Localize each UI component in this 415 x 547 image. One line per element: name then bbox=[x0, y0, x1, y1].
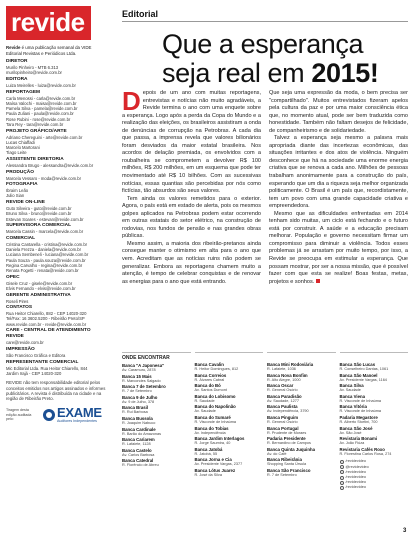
store-name: Banca Cardinale bbox=[122, 426, 156, 432]
store-name: Revistaria Cafés Roxo bbox=[339, 446, 385, 452]
staff-section-title: REPORTAGEM bbox=[6, 89, 41, 95]
staff-line: Ibraim Leão bbox=[6, 188, 29, 194]
store-name: Banca Viena bbox=[339, 393, 365, 399]
body-paragraph bbox=[269, 135, 408, 210]
auditor-block bbox=[6, 404, 106, 423]
store-address: Av. 9 de Julho, 378 bbox=[122, 399, 155, 404]
article-body bbox=[122, 86, 408, 286]
store-name: Banca São Francisco bbox=[267, 467, 311, 473]
store-name: Banca Cavalin bbox=[194, 362, 224, 367]
store-address: Av. Santos Dumont bbox=[194, 388, 227, 393]
staff-section-title: REPRESENTANTE COMERCIAL bbox=[6, 359, 79, 365]
store-address: R. Lafaiete, 1036 bbox=[267, 367, 296, 371]
store-address: R. Rui Barbosa bbox=[122, 410, 148, 415]
points-of-sale bbox=[122, 352, 408, 491]
staff-line[interactable]: Luciana Sembeneli - luciana@revide.com.br bbox=[6, 252, 89, 258]
store-name: Banca Brasil bbox=[122, 405, 149, 411]
store-name: Banca Ribeirânia bbox=[267, 457, 302, 463]
staff-list bbox=[6, 59, 106, 376]
staff-line: Marcelo Martorani bbox=[6, 144, 40, 150]
staff-section-title: COMERCIAL bbox=[6, 235, 36, 241]
staff-line[interactable]: care@revide.com.br bbox=[6, 340, 44, 346]
store-address: R. Alto Alegre, 1000 bbox=[267, 377, 301, 382]
store-name: Banca 15 Mais bbox=[122, 373, 152, 379]
store-name: Padaria Presidente bbox=[267, 436, 306, 442]
staff-section-title: FOTOGRAFIA bbox=[6, 182, 38, 188]
staff-section-title: ASSISTENTE DIRETORIA bbox=[6, 156, 64, 162]
exame-subtitle: Auditores Independentes bbox=[57, 418, 97, 423]
staff-line: São Francisco Gráfica e Editora bbox=[6, 353, 66, 359]
store-address: Av. Presidente Vargas, 2377 bbox=[194, 462, 243, 467]
social-handle: /revidevideo bbox=[345, 459, 366, 464]
store-address: R. Lafaiete, 1128 bbox=[122, 442, 151, 447]
store-name: Banca Paulista bbox=[267, 404, 298, 410]
page-number: 3 bbox=[403, 528, 407, 534]
staff-line: Rua Heitor Chiarello, 882 - CEP 14020-320 bbox=[6, 311, 87, 317]
store-address: Av. Caramuru, 2878 bbox=[122, 368, 156, 372]
circulation-note: Tiragem desta edição auditada pelo: bbox=[6, 408, 32, 422]
staff-section-title: REVIDE ON-LINE bbox=[6, 200, 45, 206]
store-address: Av. João Fiúza bbox=[339, 441, 365, 446]
points-of-sale-divider bbox=[340, 352, 409, 360]
social-handle: /revidevideo bbox=[345, 480, 366, 485]
store-address: R. Álvares Cabral bbox=[194, 377, 225, 382]
store-address: R. General Osório bbox=[267, 419, 298, 424]
staff-section-title: PROJETO GRÁFICO/ARTE bbox=[6, 128, 67, 134]
store-name: Revistaria Bonami bbox=[339, 436, 377, 442]
store-name: Banca Lótus Juarez bbox=[194, 467, 236, 473]
body-paragraph: Tem ainda os valores remetidos para o exterior. Agora, o país está em estado de alerta, pois os mesmos golpes aplicados na Petrobras podem estar ocorrendo em outras estatais do setor elétrico, na construção de rodovias, nos fundos de pensão e nas grandes obras públicas. bbox=[122, 195, 261, 240]
section-divider bbox=[122, 21, 408, 22]
masthead-intro-brand: Revide bbox=[6, 45, 21, 50]
staff-line[interactable]: Daniela Frezza - daniela@revide.com.br bbox=[6, 247, 82, 253]
staff-section-title: CONTATOS bbox=[6, 305, 33, 311]
exame-mark-icon bbox=[43, 409, 55, 421]
store-address: Av. Presidente Vargas, 1164 bbox=[339, 377, 387, 382]
points-of-sale-column bbox=[267, 352, 336, 491]
headline-line-1: Que a esperança bbox=[162, 29, 364, 59]
store-address: Av. Independência bbox=[194, 430, 226, 435]
headline-line-2 bbox=[162, 59, 408, 88]
store-name: Banca Castelo bbox=[122, 447, 152, 453]
editorial-article bbox=[122, 0, 415, 547]
store-name: Banca Mini Rodoviária bbox=[267, 362, 314, 367]
store-name: Banca São Lucas bbox=[339, 362, 376, 367]
staff-line: Murilo Pinheiro - MTB 6.313 bbox=[6, 65, 59, 71]
staff-section-title: OPEC bbox=[6, 274, 20, 280]
masthead-column bbox=[0, 0, 110, 547]
section-label: Editorial bbox=[122, 9, 159, 19]
store-address: Av. Saudade, 1277 bbox=[267, 398, 299, 403]
store-name: Banca do Bó bbox=[194, 383, 221, 389]
store-name: Banca Cariarem bbox=[122, 437, 155, 443]
store-address: R. Heitor Domingues, 812 bbox=[194, 367, 239, 371]
staff-line[interactable]: Cristina Cantarella - cristina@revide.com.br bbox=[6, 241, 88, 247]
store-name: Banca Paradisão bbox=[267, 393, 302, 399]
social-icon bbox=[340, 476, 344, 480]
body-paragraph-text: Mesmo que as dificuldades enfrentadas em 2014 tenham sido muitas, um ciclo está fechando e o futuro está por construir. A saúde e a educação precisam melhorar. População e governo necessitam firmar um compromisso para diminuir a violência. Todos esses problemas já se arrastam por muito tempo, por isso, a Revide se preocupa em estimular a esperança. Que possam mostrar, por ser a nossa missão, que é possível fazer com que esta se realize! Boas festas, metas, projetos e sonhos. bbox=[269, 210, 408, 285]
staff-line[interactable]: Carla Menossi - carla@revide.com.br bbox=[6, 95, 76, 101]
points-of-sale-divider bbox=[267, 352, 336, 360]
end-mark-icon bbox=[316, 279, 320, 283]
store-name: Banca "A Japonesa" bbox=[122, 363, 165, 368]
store-address: Av. do Café bbox=[267, 451, 287, 456]
social-handle: /revidevideo bbox=[345, 474, 366, 479]
staff-line[interactable]: Paula Souza - paula.souza@revide.com.br bbox=[6, 257, 86, 263]
store-name: Banca do Sumaré bbox=[194, 414, 231, 420]
store-name: Banca Portugal bbox=[267, 425, 299, 431]
store-name: Banca Oscar bbox=[267, 383, 294, 389]
social-handle: @revidevideo bbox=[345, 464, 369, 469]
staff-line[interactable]: Rose Rubini - rose@revide.com.br bbox=[6, 116, 71, 122]
body-column-2 bbox=[269, 90, 408, 286]
staff-line[interactable]: Luiza Meirelles - luiza@revide.com.br bbox=[6, 83, 76, 89]
staff-line: Jardim Irajá - CEP 14020-320 bbox=[6, 371, 62, 376]
exame-wordmark: EXAME bbox=[57, 404, 102, 420]
staff-line[interactable]: Maísa Valochi - maisa@revide.com.br bbox=[6, 101, 77, 106]
article-headline bbox=[162, 30, 408, 88]
staff-line[interactable]: Renata Fogetti - renata@revide.com.br bbox=[6, 267, 79, 273]
social-icon bbox=[340, 460, 344, 464]
store-address: Shopping Santa Úrsula bbox=[267, 462, 307, 467]
staff-line[interactable]: Tara Rey - tara@revide.com.br bbox=[6, 121, 64, 127]
store-name: Banca Correios bbox=[194, 372, 227, 378]
staff-line: Lucas Chiaffadi bbox=[6, 139, 35, 145]
staff-section-title: GERENTE ADMINISTRATIVA bbox=[6, 292, 71, 298]
store-name: Banca do Tobias bbox=[194, 425, 229, 431]
store-address: R. Bernardino de Campos bbox=[267, 441, 311, 446]
staff-line[interactable]: Pamela Silva - pamela@revide.com.br bbox=[6, 106, 78, 112]
points-of-sale-column bbox=[340, 352, 409, 491]
store-address: R. Marcondes Salgado bbox=[122, 378, 161, 383]
staff-line[interactable]: Marcela Vessaro - moda@revide.com.br bbox=[6, 175, 82, 181]
store-address: R. Visconde de Inhaúma bbox=[339, 409, 382, 414]
masthead-intro bbox=[6, 45, 106, 56]
store-address: R. 7 de Setembro bbox=[122, 389, 152, 394]
store-address: R. Visconde de Inhaúma bbox=[194, 419, 237, 424]
social-handle: /revidevideo bbox=[345, 485, 366, 490]
staff-section-title: PRODUÇÃO bbox=[6, 169, 34, 175]
staff-line[interactable]: Elvis Fernando - elvis@revide.com.br bbox=[6, 285, 76, 291]
body-column-1 bbox=[122, 86, 261, 286]
staff-line: Tel/Fax: 16 3602.5200 - Ribeirão Preto/SP bbox=[6, 316, 85, 322]
store-name: Banca do Napolinão bbox=[194, 404, 236, 410]
staff-line[interactable]: Estevan Soares - estevan@revide.com.br bbox=[6, 216, 84, 222]
store-address: R. Florêncio de Abreu bbox=[122, 463, 159, 468]
store-address: Av. Saudade bbox=[339, 388, 361, 393]
store-name: Banca Nova Bonfim bbox=[267, 372, 308, 378]
store-name: Banca 9 de Julho bbox=[122, 394, 158, 400]
store-name: Banca Pinguim bbox=[267, 414, 299, 420]
body-paragraph: Mesmo assim, a maioria dos ribeirão-pretanos ainda consegue manter o otimismo em alta para o ano que vem. Acreditam que as notícias ruins não podem se generalizar. Embora as reportagens chamem muito a atenção, é tempo de celebrar conquistas e de renovar as energias para o ano que está entrando. bbox=[122, 240, 261, 285]
staff-section-title: EDITORA bbox=[6, 77, 28, 83]
store-address: R. Saudade bbox=[194, 398, 215, 403]
drop-cap: D bbox=[122, 86, 141, 116]
social-links bbox=[340, 459, 409, 490]
store-address: R. Conselheiro Dantas, 1061 bbox=[339, 367, 389, 371]
store-name: Banca Jorna e Cia bbox=[194, 457, 232, 463]
store-address: Av. Independência, 3790 bbox=[267, 409, 309, 414]
store-address: R. Barão do Amazonas bbox=[122, 431, 162, 436]
store-address: R. General Osório bbox=[267, 388, 298, 393]
points-of-sale-column bbox=[195, 352, 264, 491]
headline-year: 2015! bbox=[311, 58, 379, 88]
headline-line-2-text: seja real em bbox=[162, 58, 312, 88]
staff-line: Julio Sian bbox=[6, 193, 25, 199]
staff-line[interactable]: Alessandra Brugo - alessandra@revide.com.br bbox=[6, 162, 94, 168]
store-address: R. 7 de Setembro bbox=[267, 472, 297, 477]
store-name: Banca Jardim Interlagos bbox=[194, 436, 245, 442]
store-name: Banca Catedral bbox=[122, 458, 154, 464]
body-paragraph-text: epois de um ano com muitas reportagens, entrevistas e notícias não muito agradáveis, a Revide termina o ano com uma enquete sobre a esperança. Logo após a perda da Copa do Mundo e a realização das eleições, os brasileiros assistiram a onda de denúncias de corrupção na Petrobras. A cada dia que passa, a imprensa revela que valores bilionários foram desviados da maior estatal brasileira. Nos acordos de delação premiada, os envolvidos com a roubalheira se comprometem a devolver R$ 100 milhões, R$ 200 milhões, em um esquema que pode ter movimentado até R$ 10 bilhões. Com as sucessivas notícias, essas quantias são percebidas por nós como fictícias, tão absurdos são seus valores. bbox=[122, 90, 261, 195]
store-address: Av. Saudade bbox=[194, 409, 216, 414]
staff-section-title: DIRETOR bbox=[6, 59, 28, 65]
staff-line: Tiago Leite bbox=[6, 150, 27, 156]
store-address: R. Visconde de Inhaúma bbox=[339, 398, 382, 403]
store-name: Banca Silva bbox=[339, 383, 364, 389]
store-name: Banca 7 de Setembro bbox=[122, 384, 166, 390]
staff-line: Mic Editorial Ltda. Rua Heitor Chiarello, 844 bbox=[6, 365, 88, 371]
body-paragraph-text: Que seja uma expressão da moda, o bem precisa ser "compartilhado". Muitos entrevistados fizeram apelos pela cultura da paz e por uma maior consciência ética que, no momento atual, pode ser bem traduzida como honestidade. Também não faltam desejos de felicidade, de companheirismo e de solidariedade. bbox=[269, 90, 408, 134]
staff-section-title: IMPRESSÃO bbox=[6, 347, 35, 353]
store-address: R. Alberto Stortini, 700 bbox=[339, 419, 378, 424]
disclaimer-text: REVIDE não tem responsabilidade editorial pelos conceitos emitidos nos artigos assinados e informes publicitários. A revista é distribuída na cidade e na região de Ribeirão Preto. bbox=[6, 380, 106, 402]
social-icon bbox=[340, 486, 344, 490]
points-of-sale-column bbox=[122, 352, 191, 491]
staff-line[interactable]: Bruno Silva - bruno@revide.com.br bbox=[6, 211, 72, 217]
body-paragraph bbox=[269, 211, 408, 286]
staff-line[interactable]: Paula Zuliani - paula@revide.com.br bbox=[6, 111, 74, 117]
social-handle: /revidevideo bbox=[345, 469, 366, 474]
staff-line[interactable]: Adriano Chereguini - arte@revide.com.br bbox=[6, 134, 83, 140]
staff-section-title: SUPERVISORA COMERCIAL bbox=[6, 223, 72, 229]
store-address: R. Joaquim Nabuco bbox=[122, 420, 156, 425]
store-address: R. Jorge Saumira, 40 bbox=[194, 441, 231, 446]
staff-line[interactable]: Guto Silveira - guto@revide.com.br bbox=[6, 206, 72, 212]
store-address: R. Prudente de Moraes bbox=[267, 430, 307, 435]
store-name: Banca Quinta Juquinha bbox=[267, 446, 315, 452]
store-name: Banca São Manoel bbox=[339, 372, 378, 378]
social-icon bbox=[340, 465, 344, 469]
staff-section-title: CARE - CENTRAL DE ATENDIMENTO REVIDE bbox=[6, 328, 91, 340]
store-name: Banca Vitória bbox=[339, 404, 367, 410]
store-name: Padaria Megastore bbox=[339, 414, 378, 420]
staff-line[interactable]: Regina Carvalho - regina@revide.com.br bbox=[6, 262, 83, 268]
staff-line: Roseli Pires bbox=[6, 298, 29, 304]
revide-logo[interactable]: revide bbox=[6, 6, 91, 40]
social-link[interactable] bbox=[340, 485, 409, 490]
staff-line[interactable]: murilopinheiro@revide.com.br bbox=[6, 70, 62, 76]
points-of-sale-divider bbox=[195, 352, 264, 360]
body-paragraph-text: Talvez a esperança seja mesmo a palavra mais apropriada diante das incertezas econômicas, das situações irritantes e dos atos de violência. Ninguém desconhece que há na sociedade uma enorme energia criativa que se renova a cada ano. Milhões de pessoas trabalham anonimamente para a construção do país, esperando que um dia a riqueza seja melhor organizada politicamente. O Brasil é um país que, recordistamente, tem um povo com uma grande capacidade criativa e empreendedora. bbox=[269, 135, 408, 210]
body-paragraph bbox=[122, 86, 261, 196]
body-paragraph bbox=[269, 90, 408, 135]
store-address: R. Jatobá, 55 bbox=[194, 451, 218, 456]
staff-line[interactable]: Gisele Cruz - gisele@revide.com.br bbox=[6, 280, 73, 286]
points-of-sale-title: ONDE ENCONTRAR bbox=[122, 352, 191, 361]
store-name: Banca Jatobá bbox=[194, 446, 223, 452]
store-address: R. José da Silva bbox=[194, 472, 222, 477]
staff-line[interactable]: www.revide.com.br - revide@revide.com.br bbox=[6, 321, 87, 327]
store-name: Banca São José bbox=[339, 425, 373, 431]
masthead-intro-text: é uma publicação semanal da VIDE Editorial Revistas e Periódicos Ltda. bbox=[6, 45, 92, 56]
store-name: Banca Bussola bbox=[122, 415, 153, 421]
store-address: R. Florestina Carlos Rosa, 274 bbox=[339, 451, 392, 456]
store-address: Av. São José bbox=[339, 430, 362, 435]
store-address: Av. Carlos Barbosa bbox=[122, 452, 155, 457]
staff-line[interactable]: Marcela Cassin - marcela@revide.com.br bbox=[6, 229, 84, 235]
social-icon bbox=[340, 481, 344, 485]
store-name: Banca do Lobisomo bbox=[194, 393, 236, 399]
social-icon bbox=[340, 470, 344, 474]
exame-logo bbox=[43, 404, 102, 423]
